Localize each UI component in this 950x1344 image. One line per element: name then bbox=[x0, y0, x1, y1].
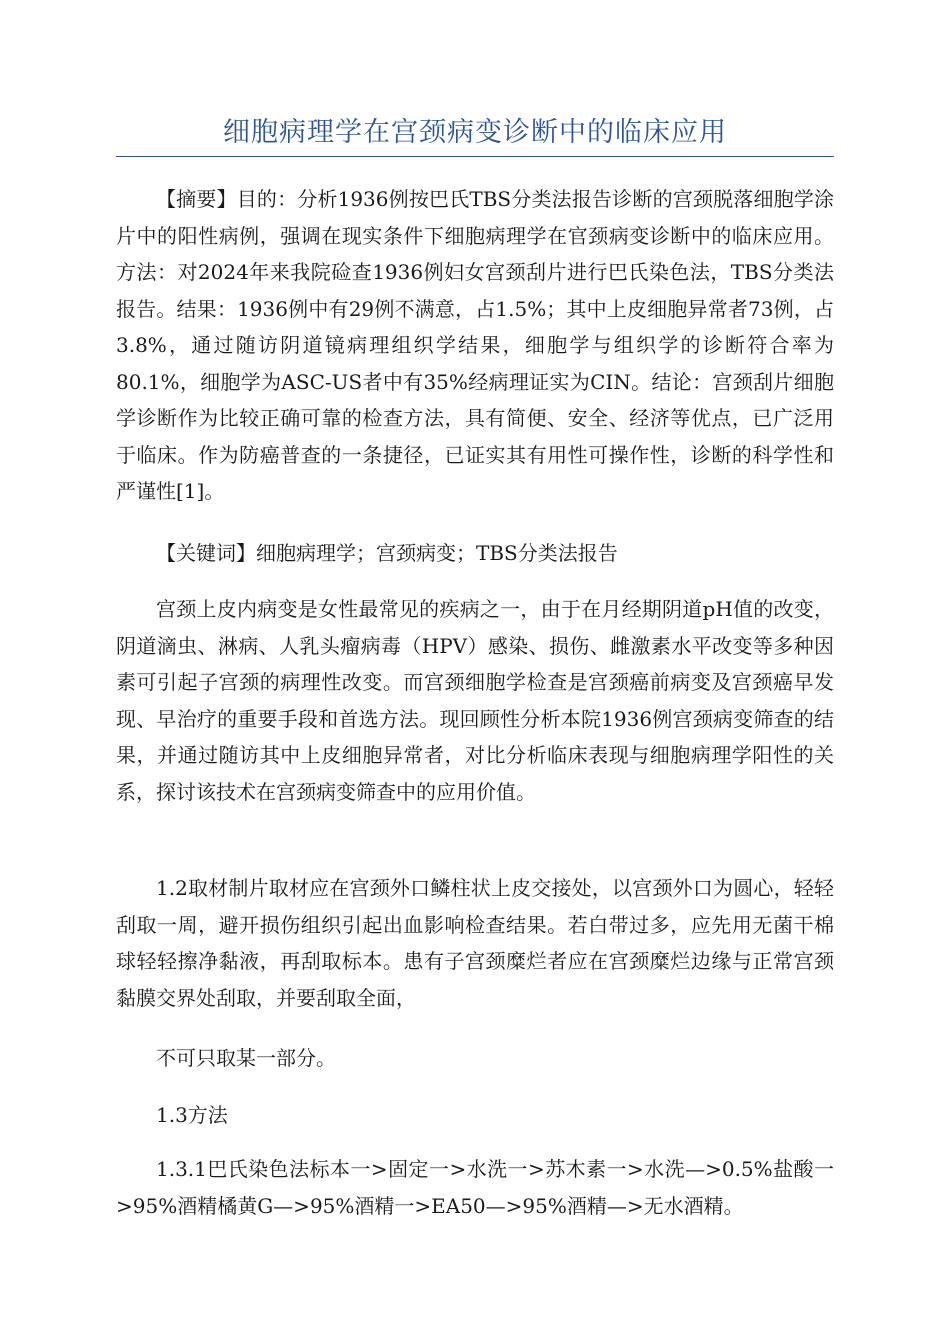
section-1-2-block bbox=[116, 870, 834, 1016]
section-1-3-1-paragraph: 1.3.1巴氏染色法标本一>固定一>水洗一>苏木素一>水洗—>0.5%盐酸一>95%酒精橘黄G—>95%酒精一>EA50—>95%酒精—>无水酒精。 bbox=[116, 1157, 834, 1218]
section-1-3-heading: 1.3方法 bbox=[156, 1103, 228, 1127]
intro-paragraph: 宫颈上皮内病变是女性最常见的疾病之一，由于在月经期阴道pH值的改变，阴道滴虫、淋病、人乳头瘤病毒（HPV）感染、损伤、雌激素水平改变等多种因素可引起子宫颈的病理性改变。而宫颈细胞学检查是宫颈癌前病变及宫颈癌早发现、早治疗的重要手段和首选方法。现回顾性分析本院1936例宫颈病变筛查的结果，并通过随访其中上皮细胞异常者，对比分析临床表现与细胞病理学阳性的关系，探讨该技术在宫颈病变筛查中的应用价值。 bbox=[116, 597, 834, 804]
section-1-3-block bbox=[116, 1097, 834, 1134]
section-1-2-continuation-block bbox=[116, 1040, 834, 1077]
section-1-2-continuation-paragraph: 不可只取某一部分。 bbox=[156, 1046, 336, 1070]
keywords-paragraph: 【关键词】细胞病理学；宫颈病变；TBS分类法报告 bbox=[156, 541, 618, 565]
document-title: 细胞病理学在宫颈病变诊断中的临床应用 bbox=[223, 117, 727, 148]
title-underline bbox=[116, 156, 834, 157]
section-1-3-1-block bbox=[116, 1151, 834, 1224]
abstract-paragraph: 【摘要】目的：分析1936例按巴氏TBS分类法报告诊断的宫颈脱落细胞学涂片中的阳性病例，强调在现实条件下细胞病理学在官颈病变诊断中的临床应用。方法：对2024年来我院硷查1936例妇女宫颈刮片进行巴氏染色法，TBS分类法报告。结果：1936例中有29例不满意，占1.5%；其中上皮细胞异常者73例，占3.8%，通过随访阴道镜病理组织学结果，细胞学与组织学的诊断符合率为80.1%，细胞学为ASC-US者中有35%经病理证实为CIN。结论：宫颈刮片细胞学诊断作为比较正确可靠的检查方法，具有简便、安全、经济等优点，已广泛用于临床。作为防癌普查的一条捷径，已证实其有用性可操作性，诊断的科学性和严谨性[1]。 bbox=[116, 187, 834, 503]
section-1-2-paragraph: 1.2取材制片取材应在宫颈外口鳞柱状上皮交接处，以宫颈外口为圆心，轻轻刮取一周，避开损伤组织引起出血影响检查结果。若白带过多，应先用无菌干棉球轻轻擦净黏液，再刮取标本。患有子宫颈糜烂者应在宫颈糜烂边缘与正常宫颈黏膜交界处刮取，并要刮取全面， bbox=[116, 876, 834, 1010]
intro-block bbox=[116, 591, 834, 810]
abstract-block bbox=[116, 181, 834, 510]
keywords-block bbox=[116, 535, 834, 572]
